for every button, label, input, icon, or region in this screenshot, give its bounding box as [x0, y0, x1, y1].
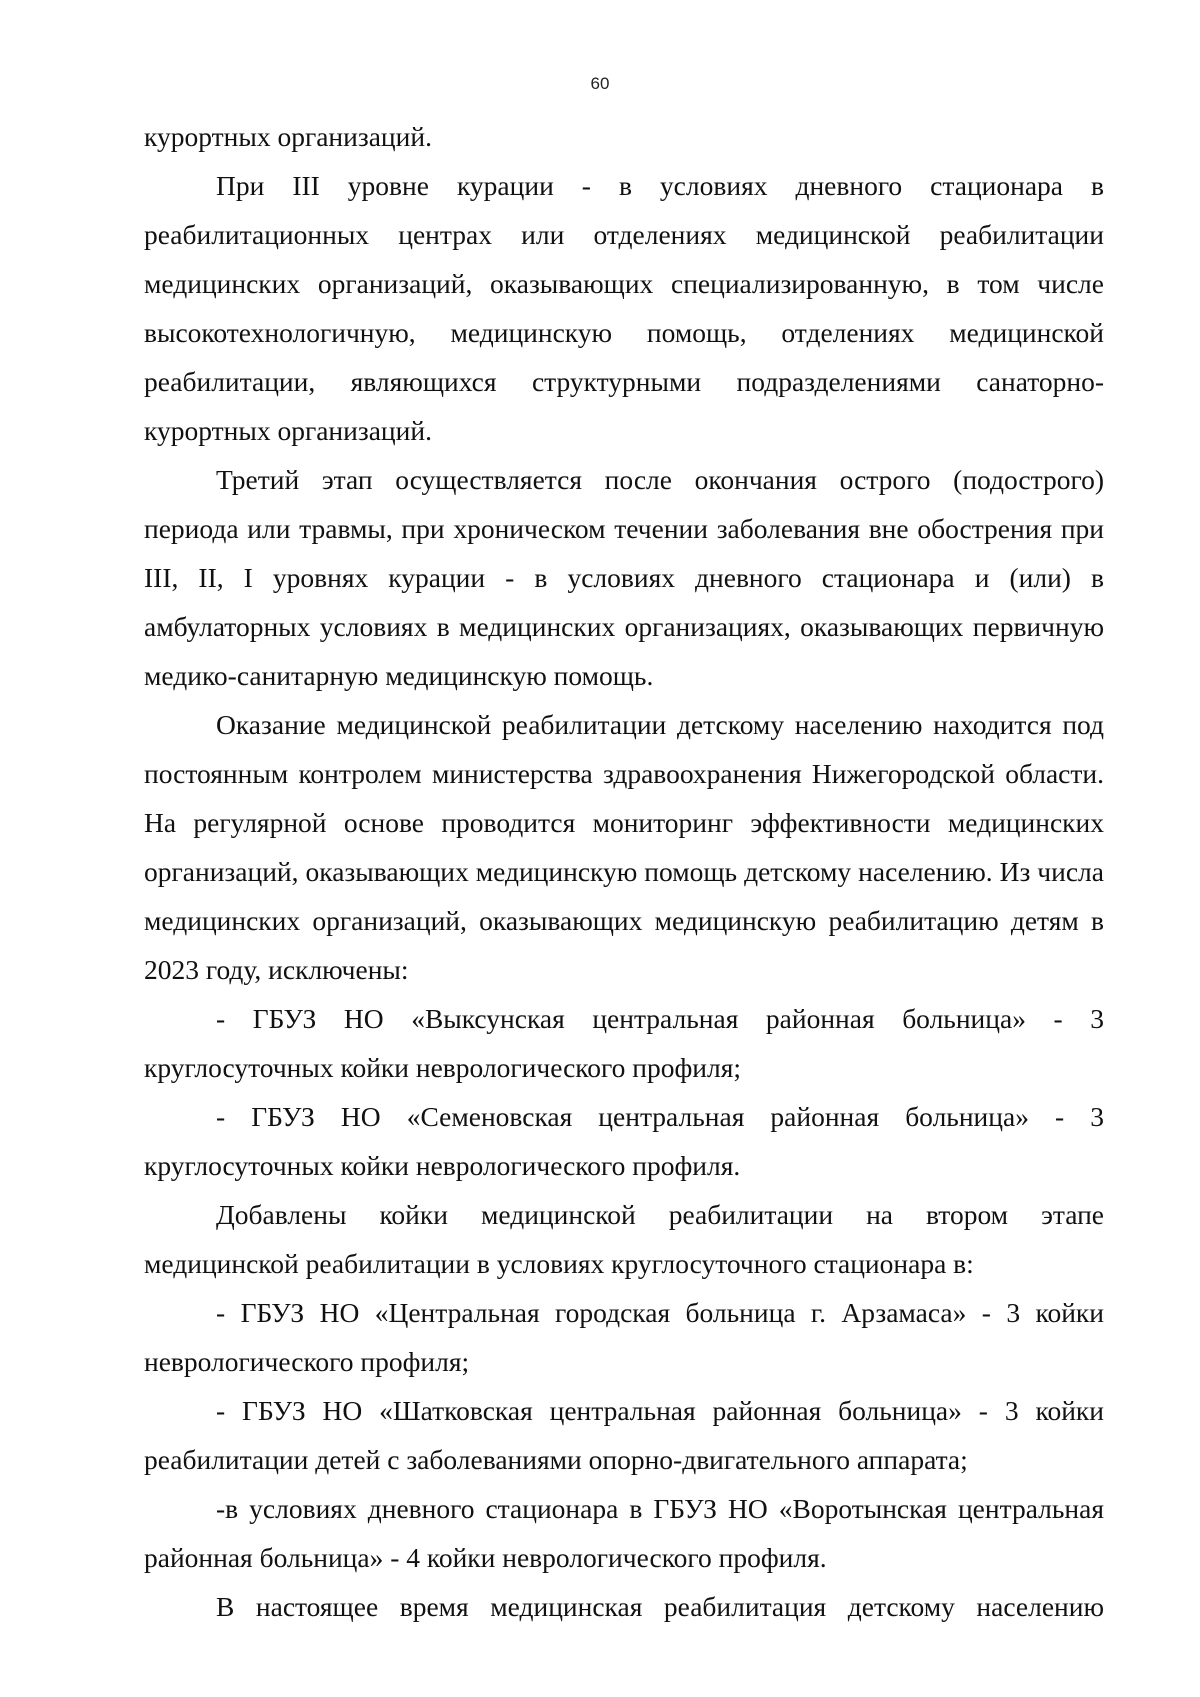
list-item-excluded-semenov: - ГБУЗ НО «Семеновская центральная районная больница» - 3 круглосуточных койки неврологического профиля. — [144, 1101, 1104, 1181]
paragraph-added-beds: Добавлены койки медицинской реабилитации на втором этапе медицинской реабилитации в условиях круглосуточного стационара в: — [144, 1199, 1104, 1279]
list-item-added-vorotynets: -в условиях дневного стационара в ГБУЗ НО «Воротынская центральная районная больница» - 4 койки неврологического профиля. — [144, 1493, 1104, 1573]
list-item-added-shatki: - ГБУЗ НО «Шатковская центральная районная больница» - 3 койки реабилитации детей с заболеваниями опорно-двигательного аппарата; — [144, 1395, 1104, 1475]
paragraph-continuation: курортных организаций. — [144, 121, 432, 152]
paragraph-third-stage: Третий этап осуществляется после окончания острого (подострого) периода или травмы, при хроническом течении заболевания вне обострения при III, II, I уровнях курации - в условиях дневного стационара и (или) в амбулаторных условиях в медицинских организациях, оказывающих первичную медико-санитарную медицинскую помощь. — [144, 464, 1104, 691]
paragraph-level-three-curation: При III уровне курации - в условиях дневного стационара в реабилитационных центрах или отделениях медицинской реабилитации медицинских организаций, оказывающих специализированную, в том числе высокотехнологичную, медицинскую помощь, отделениях медицинской реабилитации, являющихся структурными подразделениями санаторно-курортных организаций. — [144, 170, 1104, 446]
list-item-excluded-vyksa: - ГБУЗ НО «Выксунская центральная районная больница» - 3 круглосуточных койки неврологического профиля; — [144, 1003, 1104, 1083]
document-body — [144, 112, 1104, 1631]
list-item-added-arzamas: - ГБУЗ НО «Центральная городская больница г. Арзамаса» - 3 койки неврологического профиля; — [144, 1297, 1104, 1377]
paragraph-current-status: В настоящее время медицинская реабилитация детскому населению — [216, 1591, 1104, 1622]
paragraph-ministry-control: Оказание медицинской реабилитации детскому населению находится под постоянным контролем министерства здравоохранения Нижегородской области. На регулярной основе проводится мониторинг эффективности медицинских организаций, оказывающих медицинскую помощь детскому населению. Из числа медицинских организаций, оказывающих медицинскую реабилитацию детям в 2023 году, исключены: — [144, 709, 1104, 985]
page-number: 60 — [590, 74, 610, 93]
